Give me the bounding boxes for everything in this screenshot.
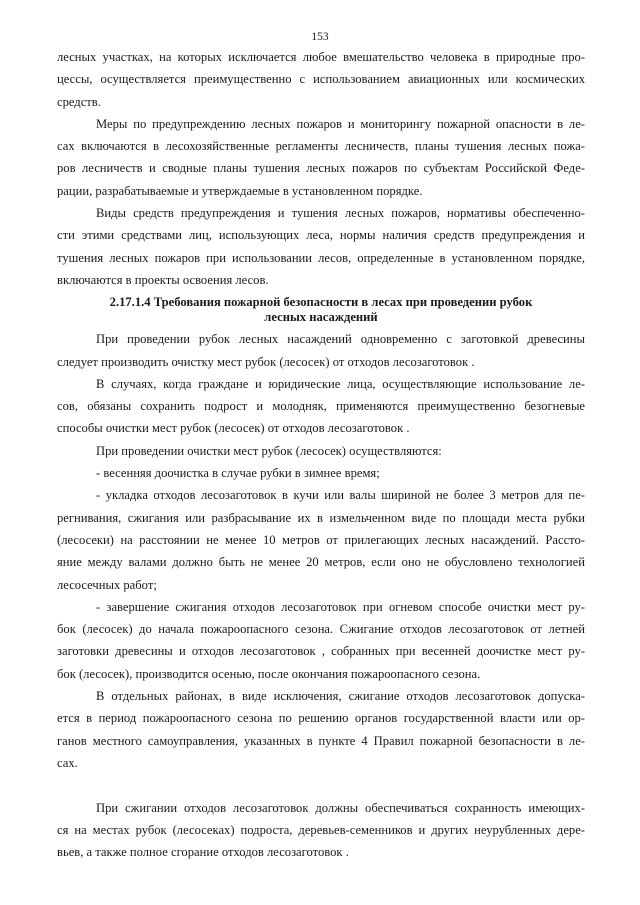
text-line: В случаях, когда граждане и юридические лица, осуществляющие использование ле- [96, 376, 585, 391]
text-line: Виды средств предупреждения и тушения лесных пожаров, нормативы обеспеченно- [96, 206, 585, 221]
text-line: способы очистки мест рубок (лесосек) от отходов лесозаготовок . [57, 421, 410, 436]
text-line: тушения лесных пожаров при использовании лесов, определенные в установленном порядке, [57, 250, 585, 265]
text-line: - завершение сжигания отходов лесозаготовок при огневом способе очистки мест ру- [96, 599, 585, 614]
page-number: 153 [311, 31, 329, 43]
text-line: ся на местах рубок (лесосеках) подроста, деревьев-семенников и других неурубленных дере- [57, 822, 585, 837]
text-line: цессы, осуществляется преимущественно с использованием авиационных или космических [57, 72, 585, 87]
text-line: бок (лесосек) до начала пожароопасного сезона. Сжигание отходов лесозаготовок от летней [57, 622, 585, 637]
intro-paragraphs [57, 46, 585, 291]
text-line: вьев, а также полное сгорание отходов лесозаготовок . [57, 845, 349, 860]
text-line: В отдельных районах, в виде исключения, сжигание отходов лесозаготовок допуска- [96, 689, 585, 704]
text-line: сах. [57, 755, 78, 770]
text-line: - укладка отходов лесозаготовок в кучи или валы шириной не более 3 метров для пе- [96, 488, 585, 503]
text-line: При проведении очистки мест рубок (лесосек) осуществляются: [96, 443, 442, 458]
text-line: ганов местного самоуправления, указанных в пункте 4 Правил пожарной безопасности в ле- [57, 733, 585, 748]
text-line [57, 774, 585, 796]
text-line: При сжигании отходов лесозаготовок должны обеспечиваться сохранность имеющих- [96, 800, 585, 815]
body-text [57, 46, 585, 863]
text-line: заготовки древесины и отходов лесозаготовок , собранных при весенней доочистке мест ру- [57, 644, 585, 659]
section-heading-line-2: лесных насаждений [264, 310, 378, 325]
section-heading [57, 291, 585, 328]
text-line: сти этими средствами лиц, использующих леса, нормы наличия средств предупреждения и [57, 228, 585, 243]
text-line: ров лесничеств и сводные планы тушения лесных пожаров по субъектам Российской Феде- [57, 161, 585, 176]
text-line: бок (лесосек), производится осенью, после окончания пожароопасного сезона. [57, 666, 481, 681]
text-line: - весенняя доочистка в случае рубки в зимнее время; [96, 466, 380, 481]
text-line: регнивания, сжигания или разбрасывание их в измельченном виде по площади места рубки [57, 510, 585, 525]
text-line: лесосечных работ; [57, 577, 157, 592]
text-line: средств. [57, 94, 101, 109]
text-line: сах включаются в лесохозяйственные регламенты лесничеств, планы тушения лесных пожа- [57, 139, 585, 154]
text-line: яние между валами должно быть не менее 20 метров, если оно не обусловлено технологией [57, 555, 585, 570]
text-line: лесных участках, на которых исключается любое вмешательство человека в природные про- [57, 50, 585, 64]
text-line: сов, обязаны сохранить подрост и молодняк, применяются преимущественно безогневые [57, 399, 585, 414]
section-heading-line-1: 2.17.1.4 Требования пожарной безопасности в лесах при проведении рубок [109, 295, 533, 310]
text-line: Меры по предупреждению лесных пожаров и мониторингу пожарной опасности в ле- [96, 116, 585, 131]
text-line: ется в период пожароопасного сезона по решению органов государственной власти или ор- [57, 711, 585, 726]
section-paragraphs [57, 328, 585, 863]
text-line: При проведении рубок лесных насаждений одновременно с заготовкой древесины [96, 332, 585, 347]
text-line: рации, разрабатываемые и утверждаемые в установленном порядке. [57, 183, 423, 198]
text-line: (лесосеки) на расстоянии не менее 10 метров от прилегающих лесных насаждений. Рассто- [57, 532, 585, 547]
text-line: следует производить очистку мест рубок (лесосек) от отходов лесозаготовок . [57, 354, 475, 369]
text-line: включаются в проекты освоения лесов. [57, 272, 269, 287]
